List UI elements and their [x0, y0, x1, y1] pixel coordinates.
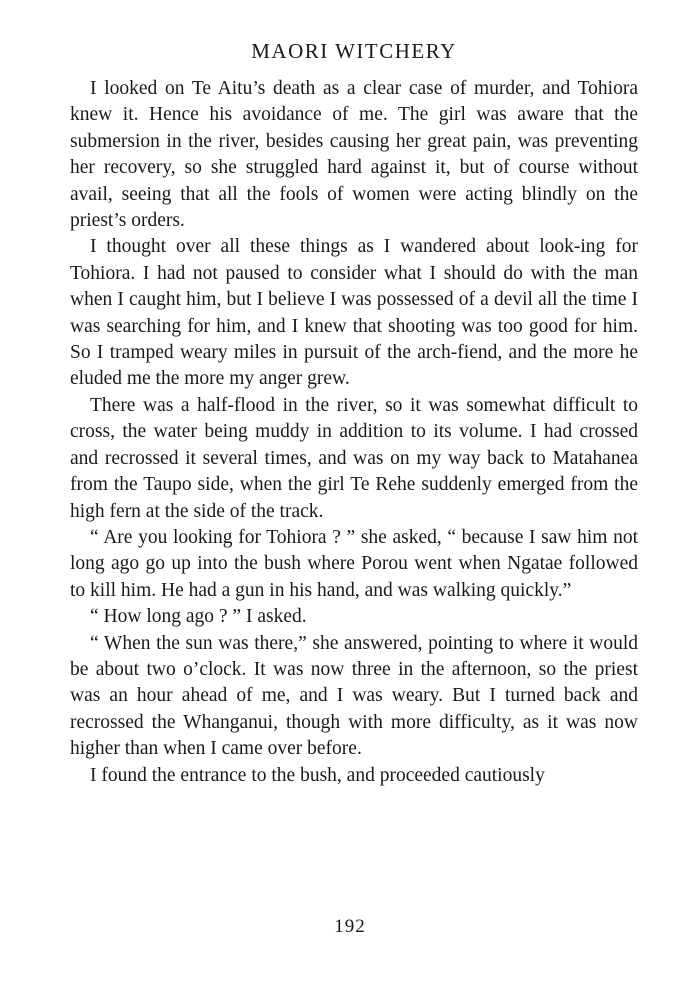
paragraph: I looked on Te Aitu’s death as a clear case of murder, and Tohiora knew it. Hence his avoidance of me. The girl was aware that the submersion in the river, besides causing her great pain, was preventing her recovery, so she struggled hard against it, but of course without avail, seeing that all the fools of women were acting blindly on the priest’s orders.: [70, 78, 638, 232]
paragraph: “ How long ago ? ” I asked.: [90, 606, 307, 628]
paragraph: “ When the sun was there,” she answered, pointing to where it would be about two o’clock. It was now three in the afternoon, so the priest was an hour ahead of me, and I was weary. But I turned back and recrossed the Whanganui, though with more difficulty, as it was now higher than when I came over before.: [70, 632, 638, 760]
paragraph: I thought over all these things as I wandered about look-ing for Tohiora. I had not paused to consider what I should do with the man when I caught him, but I believe I was possessed of a devil all the time I was searching for him, and I knew that shooting was too good for him. So I tramped weary miles in pursuit of the arch-fiend, and the more he eluded me the more my anger grew.: [70, 236, 638, 390]
paragraph: There was a half-flood in the river, so it was somewhat difficult to cross, the water being muddy in addition to its volume. I had crossed and recrossed it several times, and was on my way back to Matahanea from the Taupo side, when the girl Te Rehe suddenly emerged from the high fern at the side of the track.: [70, 394, 638, 522]
paragraph: I found the entrance to the bush, and proceeded cautiously: [90, 764, 545, 786]
book-page: [70, 36, 638, 789]
body-text: [70, 76, 638, 789]
paragraph: “ Are you looking for Tohiora ? ” she asked, “ because I saw him not long ago go up into the bush where Porou went when Ngatae followed to kill him. He had a gun in his hand, and was walking quickly.”: [70, 526, 638, 601]
page-number: 192: [334, 916, 366, 937]
running-title: MAORI WITCHERY: [251, 39, 457, 63]
